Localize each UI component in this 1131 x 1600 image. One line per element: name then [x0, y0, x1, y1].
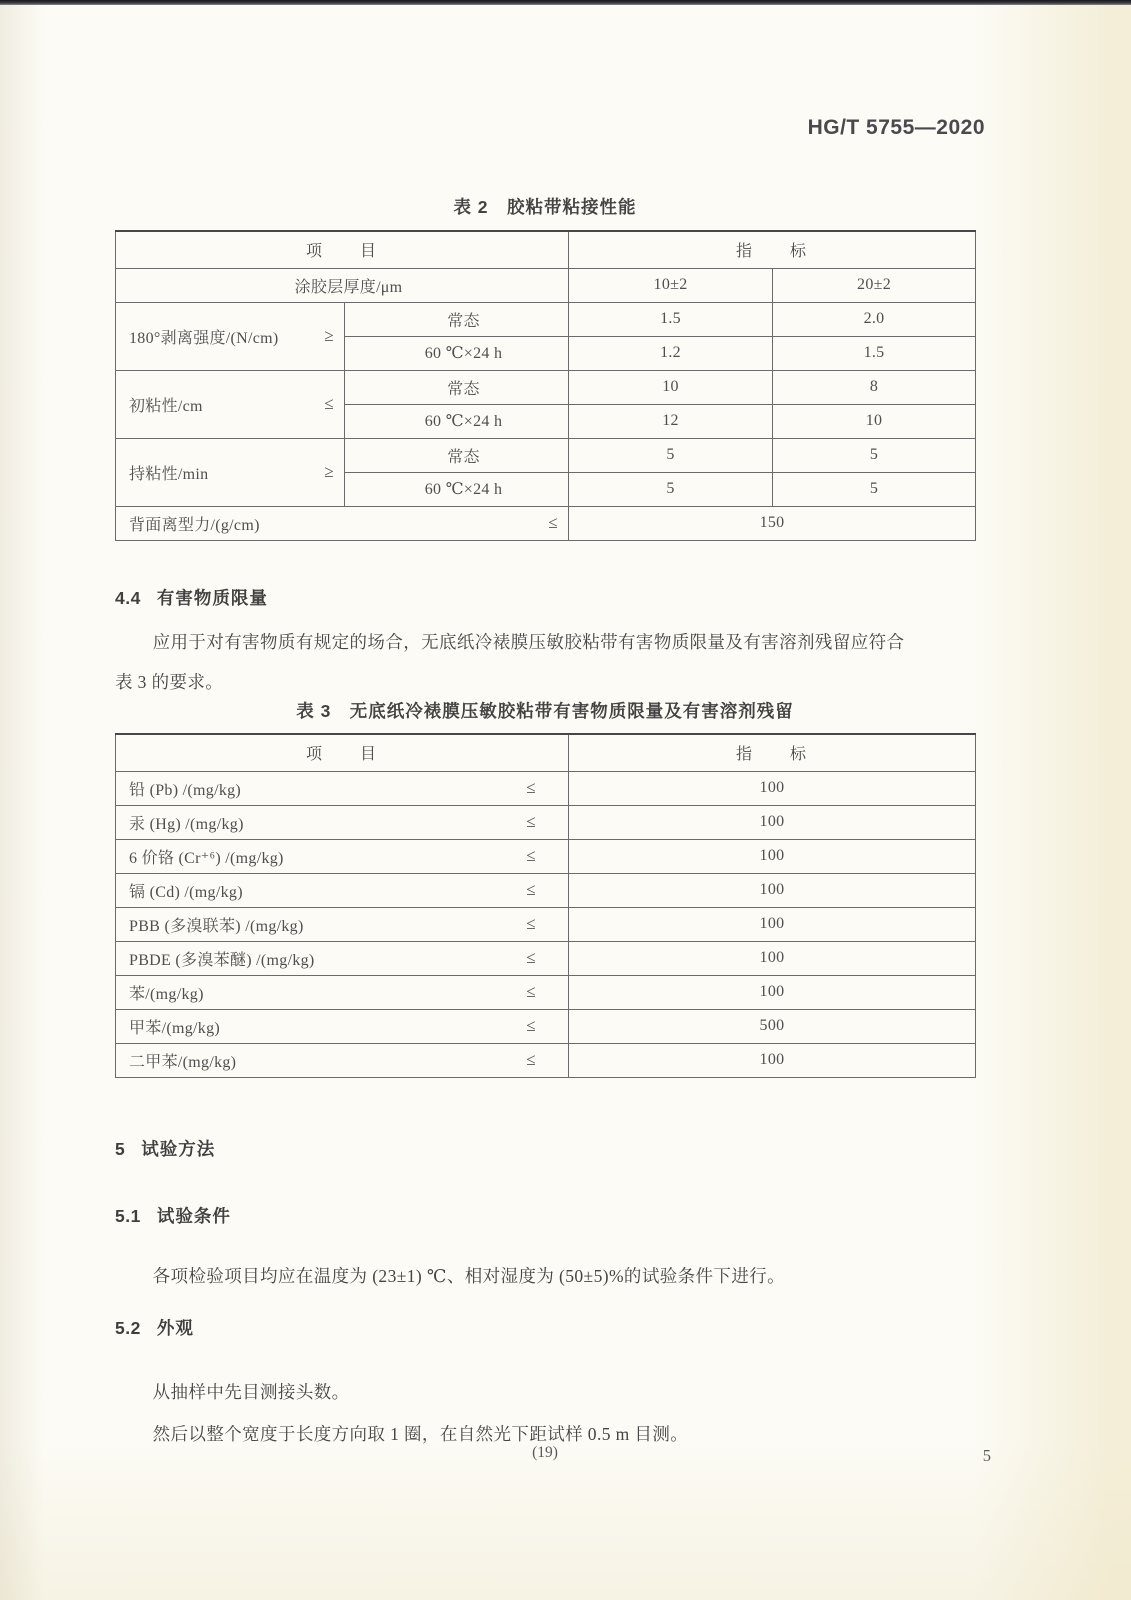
- value-cell: 100: [569, 873, 976, 907]
- paragraph: 然后以整个宽度于长度方向取 1 圈，在自然光下距试样 0.5 m 目测。: [152, 1424, 689, 1444]
- section-number: 4.4: [115, 588, 141, 608]
- item-label: 背面离型力/(g/cm): [129, 516, 260, 534]
- value-cell: 100: [569, 975, 976, 1009]
- section-title: 有害物质限量: [156, 588, 268, 608]
- item-label: 初粘性/cm: [129, 397, 203, 415]
- section-title: 试验方法: [141, 1139, 216, 1159]
- le-symbol: ≤: [526, 948, 536, 967]
- item-label: 镉 (Cd) /(mg/kg): [129, 883, 243, 901]
- standard-number: HG/T 5755—2020: [807, 116, 985, 139]
- le-symbol: ≤: [526, 982, 536, 1001]
- value-cell: 20±2: [773, 268, 976, 302]
- value-cell: 100: [569, 941, 976, 975]
- condition-cell: 60 ℃×24 h: [345, 472, 569, 506]
- scan-edge-artifact: [0, 0, 1131, 5]
- item-cell: [116, 1009, 569, 1043]
- le-symbol: ≤: [526, 1016, 536, 1035]
- paragraph: 各项检验项目均应在温度为 (23±1) ℃、相对湿度为 (50±5)%的试验条件下进行。: [152, 1266, 786, 1286]
- table3-header-item: 项 目: [116, 734, 569, 771]
- table3-header-row: [116, 734, 976, 771]
- value-cell: 10: [569, 370, 773, 404]
- value-cell: 1.5: [773, 336, 976, 370]
- ge-symbol: ≥: [324, 462, 334, 481]
- le-symbol: ≤: [526, 914, 536, 933]
- section-title: 试验条件: [156, 1206, 231, 1226]
- table-row: [116, 805, 976, 839]
- table-row: [116, 370, 976, 404]
- item-cell: [116, 506, 569, 540]
- le-symbol: ≤: [548, 513, 559, 532]
- table-row: [116, 873, 976, 907]
- section-title: 外观: [156, 1318, 194, 1338]
- section-heading-5-1: [115, 1203, 231, 1228]
- value-cell: 500: [569, 1009, 976, 1043]
- item-cell: [116, 438, 345, 506]
- table-row: [116, 268, 976, 302]
- section-heading-5-2: [115, 1315, 194, 1340]
- table-row: [116, 506, 976, 540]
- item-label: 180°剥离强度/(N/cm): [129, 329, 279, 347]
- value-cell: 8: [773, 370, 976, 404]
- value-cell: 2.0: [773, 302, 976, 336]
- footer-page-number: 5: [982, 1446, 991, 1465]
- value-cell: 5: [773, 472, 976, 506]
- table-row: [116, 941, 976, 975]
- table2-header-row: [116, 231, 976, 268]
- item-cell: [116, 873, 569, 907]
- item-cell: [116, 771, 569, 805]
- table-row: [116, 302, 976, 336]
- section-number: 5: [115, 1139, 126, 1159]
- value-cell: 100: [569, 1043, 976, 1077]
- table2-adhesion-performance: [115, 230, 976, 541]
- footer-sheet-number: (19): [532, 1444, 558, 1461]
- table3-title: 表 3 无底纸冷裱膜压敏胶粘带有害物质限量及有害溶剂残留: [296, 701, 794, 721]
- item-label: 铅 (Pb) /(mg/kg): [129, 781, 242, 799]
- table2-header-item: 项 目: [116, 231, 569, 268]
- le-symbol: ≤: [526, 880, 536, 899]
- table3-hazardous-substances: [115, 733, 976, 1078]
- item-cell: [116, 1043, 569, 1077]
- item-cell: [116, 805, 569, 839]
- item-label: 苯/(mg/kg): [129, 985, 204, 1003]
- table3-header-index: 指 标: [569, 734, 976, 771]
- value-cell: 100: [569, 771, 976, 805]
- table2-header-index: 指 标: [569, 231, 976, 268]
- le-symbol: ≤: [526, 846, 536, 865]
- section-number: 5.1: [115, 1206, 141, 1226]
- table-row: [116, 975, 976, 1009]
- value-cell: 5: [569, 472, 773, 506]
- condition-cell: 常态: [345, 302, 569, 336]
- value-cell: 10: [773, 404, 976, 438]
- value-cell: 12: [569, 404, 773, 438]
- table-row: [116, 771, 976, 805]
- table-row: [116, 1043, 976, 1077]
- section-heading-4-4: [115, 585, 268, 610]
- condition-cell: 常态: [345, 438, 569, 472]
- paragraph: 应用于对有害物质有规定的场合，无底纸冷裱膜压敏胶粘带有害物质限量及有害溶剂残留应符合: [152, 632, 905, 652]
- le-symbol: ≤: [324, 394, 334, 413]
- item-cell: 涂胶层厚度/μm: [116, 268, 569, 302]
- ge-symbol: ≥: [324, 326, 334, 345]
- item-cell: [116, 907, 569, 941]
- item-label: 持粘性/min: [129, 465, 209, 483]
- value-cell: 100: [569, 907, 976, 941]
- paragraph: 从抽样中先目测接头数。: [152, 1382, 350, 1402]
- item-label: PBDE (多溴苯醚) /(mg/kg): [129, 951, 315, 969]
- table-row: [116, 907, 976, 941]
- table-row: [116, 438, 976, 472]
- item-cell: [116, 302, 345, 370]
- table-row: [116, 1009, 976, 1043]
- item-cell: [116, 370, 345, 438]
- condition-cell: 常态: [345, 370, 569, 404]
- value-cell: 1.5: [569, 302, 773, 336]
- condition-cell: 60 ℃×24 h: [345, 336, 569, 370]
- value-cell: 1.2: [569, 336, 773, 370]
- item-label: 汞 (Hg) /(mg/kg): [129, 815, 244, 833]
- section-heading-5: [115, 1136, 215, 1161]
- le-symbol: ≤: [526, 778, 536, 797]
- table-row: [116, 839, 976, 873]
- value-cell: 10±2: [569, 268, 773, 302]
- item-label: 二甲苯/(mg/kg): [129, 1053, 237, 1071]
- item-cell: [116, 975, 569, 1009]
- paragraph: 表 3 的要求。: [115, 672, 224, 692]
- table2-title: 表 2 胶粘带粘接性能: [453, 197, 637, 217]
- item-cell: [116, 941, 569, 975]
- value-cell: 150: [569, 506, 976, 540]
- item-label: 6 价铬 (Cr⁺⁶) /(mg/kg): [129, 849, 284, 867]
- section-number: 5.2: [115, 1318, 141, 1338]
- le-symbol: ≤: [526, 1050, 536, 1069]
- item-cell: [116, 839, 569, 873]
- value-cell: 5: [569, 438, 773, 472]
- value-cell: 5: [773, 438, 976, 472]
- condition-cell: 60 ℃×24 h: [345, 404, 569, 438]
- value-cell: 100: [569, 839, 976, 873]
- item-label: 甲苯/(mg/kg): [129, 1019, 220, 1037]
- item-label: PBB (多溴联苯) /(mg/kg): [129, 917, 304, 935]
- le-symbol: ≤: [526, 812, 536, 831]
- value-cell: 100: [569, 805, 976, 839]
